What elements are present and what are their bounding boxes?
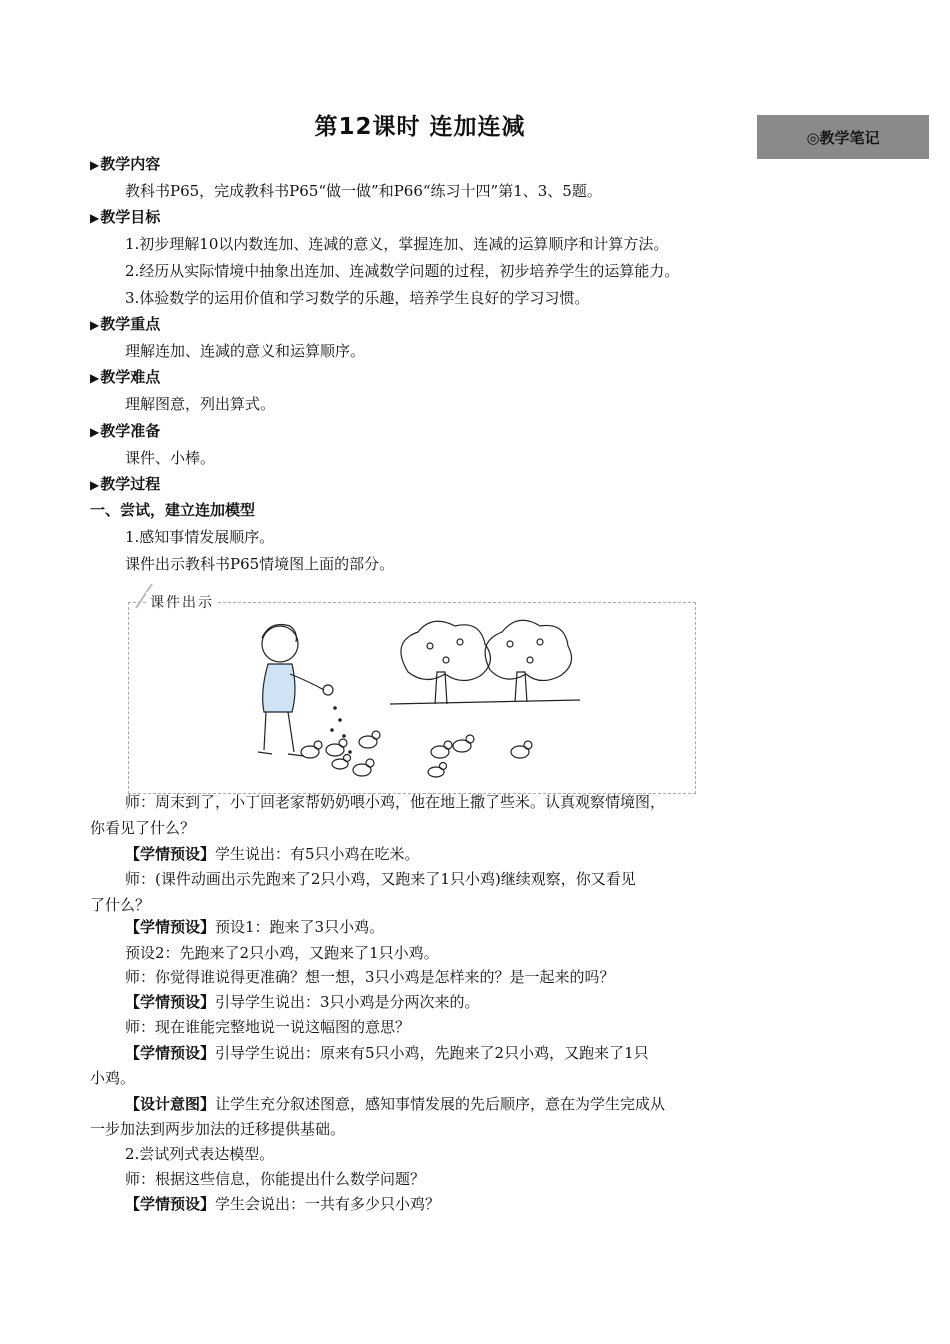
goal-item: 1.初步理解10以内数连加、连减的意义，掌握连加、连减的运算顺序和计算方法。 bbox=[125, 235, 669, 253]
goal-item: 2.经历从实际情境中抽象出连加、连减数学问题的过程，初步培养学生的运算能力。 bbox=[125, 262, 680, 280]
scene-illustration bbox=[240, 612, 590, 790]
teaching-notes-label: ◎教学笔记 bbox=[757, 115, 929, 159]
goal-item: 3.体验数学的运用价值和学习数学的乐趣，培养学生良好的学习习惯。 bbox=[125, 289, 590, 307]
difficulty-text: 理解图意，列出算式。 bbox=[125, 395, 276, 413]
dialogue-line: 了什么？ bbox=[90, 896, 151, 914]
dialogue-line: 【学情预设】引导学生说出：3只小鸡是分两次来的。 bbox=[125, 993, 480, 1011]
heading-difficulty: ▶教学难点 bbox=[90, 368, 161, 386]
heading-key: ▶教学重点 bbox=[90, 315, 161, 333]
dialogue-line: 师：你觉得谁说得更准确？想一想，3只小鸡是怎样来的？是一起来的吗？ bbox=[125, 968, 615, 986]
step1-text: 课件出示教科书P65情境图上面的部分。 bbox=[125, 555, 395, 573]
dialogue-line: 【学情预设】学生说出：有5只小鸡在吃米。 bbox=[125, 845, 420, 863]
figure-label: 课件出示 bbox=[146, 592, 218, 612]
heading-content: ▶教学内容 bbox=[90, 155, 161, 173]
heading-goals: ▶教学目标 bbox=[90, 208, 161, 226]
dialogue-line: 你看见了什么？ bbox=[90, 819, 196, 837]
step2: 2.尝试列式表达模型。 bbox=[125, 1145, 275, 1163]
dialogue-line: 【学情预设】学生会说出：一共有多少只小鸡？ bbox=[125, 1195, 441, 1213]
dialogue-line: 一步加法到两步加法的迁移提供基础。 bbox=[90, 1120, 346, 1138]
step1: 1.感知事情发展顺序。 bbox=[125, 528, 275, 546]
dialogue-line: 师：(课件动画出示先跑来了2只小鸡，又跑来了1只小鸡)继续观察，你又看见 bbox=[125, 870, 636, 888]
content-text: 教科书P65，完成教科书P65“做一做”和P66“练习十四”第1、3、5题。 bbox=[125, 182, 602, 200]
key-text: 理解连加、连减的意义和运算顺序。 bbox=[125, 342, 366, 360]
part1-heading: 一、尝试，建立连加模型 bbox=[90, 501, 256, 519]
design-intent: 【设计意图】让学生充分叙述图意，感知事情发展的先后顺序，意在为学生完成从 bbox=[125, 1095, 666, 1113]
dialogue-line: 师：周末到了，小丁回老家帮奶奶喂小鸡，他在地上撒了些米。认真观察情境图， bbox=[125, 793, 666, 811]
dialogue-line: 【学情预设】预设1：跑来了3只小鸡。 bbox=[125, 918, 385, 936]
dialogue-line: 师：根据这些信息，你能提出什么数学问题？ bbox=[125, 1170, 426, 1188]
dialogue-line: 师：现在谁能完整地说一说这幅图的意思？ bbox=[125, 1018, 411, 1036]
heading-process: ▶教学过程 bbox=[90, 475, 161, 493]
page-title: 第12课时 连加连减 bbox=[314, 114, 526, 140]
dialogue-line: 预设2：先跑来了2只小鸡，又跑来了1只小鸡。 bbox=[125, 944, 439, 962]
dialogue-line: 小鸡。 bbox=[90, 1069, 136, 1087]
prep-text: 课件、小棒。 bbox=[125, 449, 216, 467]
heading-prep: ▶教学准备 bbox=[90, 422, 161, 440]
dialogue-line: 【学情预设】引导学生说出：原来有5只小鸡，先跑来了2只小鸡，又跑来了1只 bbox=[125, 1044, 649, 1062]
